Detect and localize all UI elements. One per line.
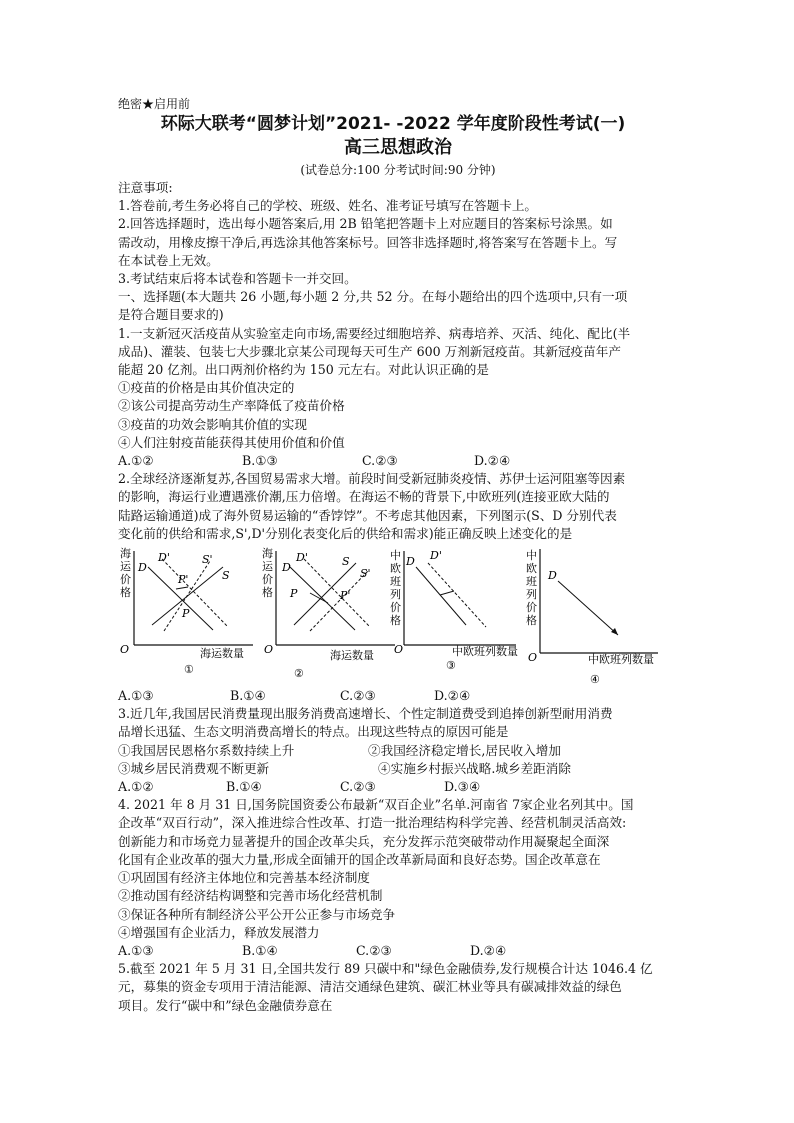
q3-stem: 3.近几年,我国居民消费量现出服务消费高速增长、个性定制道费受到追捧创新型耐用消费 <box>118 706 613 722</box>
q1-item: ②该公司提高劳动生产率降低了疫苗价格 <box>118 398 345 414</box>
graph-2 <box>260 545 400 689</box>
notice-line: 在本试卷上无效。 <box>118 252 219 268</box>
demand-curve-d-prime <box>428 563 486 627</box>
curve-label-d-prime: D' <box>430 549 442 563</box>
origin-label: O <box>120 643 130 657</box>
x-label: 海运数量 <box>330 649 374 663</box>
curve-label-s: S <box>222 569 230 583</box>
exam-title: 环际大联考“圆梦计划”2021- -2022 学年度阶段性考试(一) <box>160 114 626 134</box>
shift-arrow <box>176 587 188 589</box>
y-label-char: 中 <box>390 549 401 563</box>
curve-label-d-prime: D' <box>296 551 308 565</box>
q4-item: ①巩固国有经济主体地位和完善基本经济制度 <box>118 870 370 886</box>
q3-item: ④实施乡村振兴战略.城乡差距消除 <box>378 760 571 776</box>
graph-3 <box>386 545 526 689</box>
q1-stem: 成品)、灌装、包装七大步骤北京某公司现每天可生产 600 万剂新冠疫苗。其新冠疫苗年产 <box>118 343 621 359</box>
secret-mark: 绝密★启用前 <box>118 97 191 111</box>
y-label-char: 欧 <box>526 562 537 576</box>
q2-stem: 陆路运输通道)成了海外贸易运输的“香饽饽”。不考虑其他因素，下列图示(S、D 分别代表 <box>118 507 617 523</box>
section-heading: 一、选择题(本大题共 26 小题,每小题 2 分,共 52 分。在每小题给出的四个选项中,只有一项 <box>118 289 628 305</box>
y-label-char: 格 <box>390 614 401 628</box>
q1-options <box>118 452 678 470</box>
origin-label: O <box>264 643 274 657</box>
curve-label-s: S <box>342 555 350 569</box>
y-label-char: 价 <box>262 573 273 587</box>
q4-item: ④增强国有企业活力，释放发展潜力 <box>118 924 320 940</box>
q1-item: ①疫苗的价格是由其价值决定的 <box>118 380 295 396</box>
curve-label-d: D <box>406 555 415 569</box>
q1-item: ③疫苗的功效会影响其价值的实现 <box>118 416 307 432</box>
shift-arrow <box>440 591 454 595</box>
y-label-char: 格 <box>526 614 537 628</box>
q3-item: ②我国经济稳定增长,居民收入增加 <box>368 742 561 758</box>
curve-label-d: D <box>548 569 557 583</box>
q2-stem: 变化前的供给和需求,S',D'分别化表变化后的供给和需求)能正确反映上述变化的是 <box>118 525 573 541</box>
q3-options <box>118 778 678 796</box>
notice-line: 2.回答选择题时，选出每小题答案后,用 2B 铅笔把答题卡上对应题目的答案标号涂黑。如 <box>118 216 613 232</box>
q4-item: ③保证各种所有制经济公平公开公正参与市场竞争 <box>118 906 396 922</box>
q4-option-b[interactable]: B.①④ <box>242 942 278 958</box>
y-label-char: 运 <box>262 560 273 574</box>
q3-item: ③城乡居民消费观不断更新 <box>118 760 270 776</box>
q1-stem: 能超 20 亿剂。出口两剂价格约为 150 元左右。对此认识正确的是 <box>118 362 489 378</box>
y-label-char: 海 <box>262 547 273 561</box>
curve-label-d: D <box>282 561 291 575</box>
q4-option-d[interactable]: D.②④ <box>470 942 507 958</box>
origin-label: O <box>528 651 538 665</box>
q4-option-c[interactable]: C.②③ <box>356 942 392 958</box>
point-label-p: P <box>182 607 190 621</box>
q2-option-c[interactable]: C.②③ <box>340 688 376 704</box>
q5-stem: 元，募集的资金专项用于清洁能源、清洁交通绿色建筑、碳汇林业等具有碳减排效益的绿色 <box>118 979 622 995</box>
y-label-char: 班 <box>390 575 401 589</box>
point-label-p-prime: P' <box>178 573 189 587</box>
x-label: 中欧班列数量 <box>588 653 654 667</box>
q1-option-b[interactable]: B.①③ <box>242 453 278 469</box>
q1-option-c[interactable]: C.②③ <box>362 453 398 469</box>
y-label-char: 格 <box>262 586 273 600</box>
q3-option-c[interactable]: C.②③ <box>340 779 376 795</box>
point-label-p-prime: P' <box>340 589 351 603</box>
q3-option-a[interactable]: A.①② <box>118 779 154 795</box>
q2-option-a[interactable]: A.①③ <box>118 688 154 704</box>
x-label: 中欧班列数量 <box>452 645 518 659</box>
q1-item: ④人们注射疫苗能获得其使用价值和价值 <box>118 434 345 450</box>
graph-4 <box>518 545 678 694</box>
notice-line: 1.答卷前,考生务必将自己的学校、班级、姓名、准考证号填写在答题卡上。 <box>118 198 538 214</box>
y-label-char: 欧 <box>390 562 401 576</box>
q2-option-d[interactable]: D.②④ <box>434 688 471 704</box>
subject-title: 高三思想政治 <box>344 137 452 158</box>
y-label-char: 列 <box>526 588 537 602</box>
curve-label-d: D <box>138 561 147 575</box>
q3-items-row <box>118 742 678 760</box>
q3-option-d[interactable]: D.③④ <box>444 779 481 795</box>
exam-page <box>118 95 678 1015</box>
graph-number: ② <box>294 667 304 681</box>
q1-option-d[interactable]: D.②④ <box>474 453 511 469</box>
y-label-char: 格 <box>120 586 131 600</box>
graph-3-svg <box>386 545 526 685</box>
q4-options <box>118 942 678 960</box>
q4-option-a[interactable]: A.①③ <box>118 942 154 958</box>
demand-curve-d <box>416 567 466 625</box>
q1-option-a[interactable]: A.①② <box>118 453 154 469</box>
origin-label: O <box>394 643 404 657</box>
graph-1-svg <box>118 545 258 685</box>
q2-graphs <box>118 545 678 687</box>
exam-meta: (试卷总分:100 分考试时间:90 分钟) <box>300 163 496 177</box>
y-label-char: 价 <box>120 573 131 587</box>
notice-line: 3.考试结束后将本试卷和答题卡一并交回。 <box>118 271 357 287</box>
x-label: 海运数量 <box>200 647 244 661</box>
q3-item: ①我国居民恩格尔系数持续上升 <box>118 742 295 758</box>
y-label-char: 价 <box>526 601 537 615</box>
demand-curve-d-prime <box>162 559 228 627</box>
q4-stem: 4. 2021 年 8 月 31 日,国务院国资委公布最新“双百企业”名单.河南省 7家企业名列其中。国 <box>118 797 634 813</box>
q4-stem: 创新能力和市场竞力显著提升的国企改革尖兵，充分发挥示范突破带动作用凝聚起全面深 <box>118 833 610 849</box>
y-label-char: 中 <box>526 549 537 563</box>
graph-4-svg <box>518 545 678 690</box>
graph-number: ① <box>184 663 194 677</box>
q2-option-b[interactable]: B.①④ <box>230 688 266 704</box>
q5-stem: 项目。发行“碳中和”绿色金融债券意在 <box>118 997 333 1013</box>
q3-option-b[interactable]: B.①④ <box>226 779 262 795</box>
q3-items-row <box>118 760 678 778</box>
graph-number: ③ <box>446 659 456 673</box>
q2-stem: 的影响，海运行业遭遇涨价潮,压力倍增。在海运不畅的背景下,中欧班列(连接亚欧大陆的 <box>118 489 610 505</box>
graph-1 <box>118 545 258 689</box>
notice-heading: 注意事项: <box>118 180 173 195</box>
curve-label-s-prime: S' <box>360 567 371 581</box>
point-label-p: P <box>290 587 298 601</box>
notice-line: 需改动，用橡皮擦干净后,再选涂其他答案标号。回答非选择题时,将答案写在答题卡上。写 <box>118 234 618 250</box>
q4-stem: 企改革“双百行动”，深入推进综合性改革、打造一批治理结构科学完善、经营机制灵活高效: <box>118 815 627 831</box>
q2-stem: 2.全球经济逐渐复苏,各国贸易需求大增。前段时间受新冠肺炎疫情、苏伊士运河阻塞等因素 <box>118 471 626 487</box>
y-label-char: 海 <box>120 547 131 561</box>
q1-stem: 1.一支新冠灭活疫苗从实验室走向市场,需要经过细胞培养、病毒培养、灭活、纯化、配比(半 <box>118 325 631 341</box>
section-heading-cont: 是符合题目要求的) <box>118 307 224 323</box>
demand-curve-d <box>558 581 618 635</box>
graph-2-svg <box>260 545 400 685</box>
y-label-char: 运 <box>120 560 131 574</box>
curve-label-d-prime: D' <box>158 551 170 565</box>
y-label-char: 价 <box>390 601 401 615</box>
y-label-char: 列 <box>390 588 401 602</box>
q3-stem: 品增长迅猛、生态文明消费高增长的特点。出现这些特点的原因可能是 <box>118 724 509 740</box>
q4-item: ②推动国有经济结构调整和完善市场化经营机制 <box>118 888 383 904</box>
graph-number: ④ <box>590 673 600 687</box>
q5-stem: 5.截至 2021 年 5 月 31 日,全国共发行 89 只碳中和"绿色金融债券,发行规模合计达 1046.4 亿 <box>118 961 653 977</box>
curve-label-s-prime: S' <box>202 553 213 567</box>
q4-stem: 化国有企业改革的强大力量,形成全面铺开的国企改革新局面和良好态势。国企改革意在 <box>118 851 601 867</box>
y-label-char: 班 <box>526 575 537 589</box>
